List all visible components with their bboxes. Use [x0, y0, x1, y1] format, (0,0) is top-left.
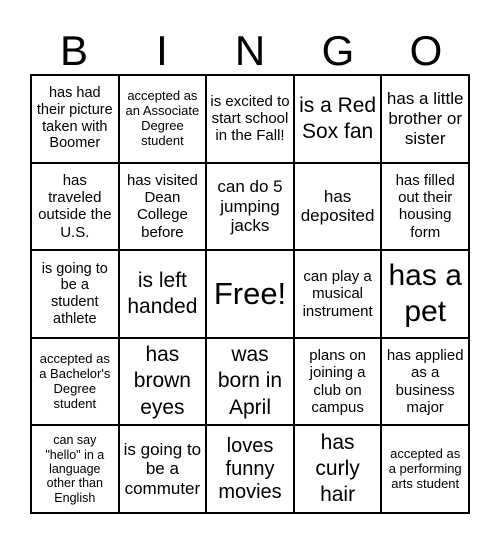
cell-text: can play a musical instrument: [302, 268, 373, 320]
cell-text: has curly hair: [315, 430, 360, 507]
header-letter-b: B: [59, 27, 88, 74]
cell-text: has visited Dean College before: [126, 171, 198, 241]
bingo-header: [30, 28, 470, 74]
cell-text: has traveled outside the U.S.: [38, 171, 112, 241]
cell-text: plans on joining a club on campus: [309, 347, 366, 416]
cell-text: has applied as a business major: [386, 347, 464, 416]
bingo-cell[interactable]: [381, 425, 469, 513]
bingo-cell[interactable]: [294, 425, 382, 513]
cell-text: has had their picture taken with Boomer: [36, 85, 113, 152]
bingo-grid: [30, 74, 470, 514]
header-letter-o: O: [409, 27, 443, 74]
bingo-cell[interactable]: [381, 163, 469, 251]
bingo-cell[interactable]: [294, 338, 382, 426]
cell-text: is excited to start school in the Fall!: [210, 92, 290, 145]
cell-text: accepted as a performing arts student: [388, 445, 462, 491]
cell-text: has brown eyes: [133, 343, 191, 419]
cell-text: can do 5 jumping jacks: [217, 177, 283, 236]
bingo-cell[interactable]: [119, 75, 207, 163]
cell-text: was born in April: [217, 343, 283, 419]
bingo-cell[interactable]: [294, 163, 382, 251]
cell-text: has a pet: [388, 258, 462, 328]
bingo-cell[interactable]: [31, 250, 119, 338]
cell-text: has deposited: [300, 186, 375, 226]
bingo-cell[interactable]: [294, 75, 382, 163]
bingo-cell[interactable]: [31, 425, 119, 513]
cell-text: accepted as an Associate Degree student: [125, 87, 200, 148]
bingo-cell[interactable]: [119, 250, 207, 338]
header-letter-g: G: [321, 27, 355, 74]
bingo-cell[interactable]: [31, 338, 119, 426]
bingo-cell[interactable]: [381, 75, 469, 163]
free-space-text: Free!: [213, 276, 287, 312]
bingo-cell[interactable]: [119, 163, 207, 251]
cell-text: can say "hello" in a language other than English: [45, 433, 105, 505]
bingo-cell[interactable]: [206, 425, 294, 513]
cell-text: is going to be a student athlete: [41, 260, 108, 327]
bingo-cell[interactable]: [31, 75, 119, 163]
header-letter-i: I: [156, 27, 168, 74]
bingo-cell[interactable]: [119, 338, 207, 426]
bingo-cell[interactable]: [206, 163, 294, 251]
bingo-cell[interactable]: [206, 75, 294, 163]
bingo-cell[interactable]: [381, 250, 469, 338]
cell-text: is going to be a commuter: [123, 439, 202, 498]
bingo-cell[interactable]: [294, 250, 382, 338]
cell-text: accepted as a Bachelor's Degree student: [39, 350, 111, 411]
header-letter-n: N: [234, 27, 266, 74]
bingo-cell[interactable]: [31, 163, 119, 251]
cell-text: is left handed: [127, 268, 198, 318]
free-space-cell[interactable]: [206, 250, 294, 338]
cell-text: loves funny movies: [218, 434, 282, 503]
bingo-cell[interactable]: [119, 425, 207, 513]
cell-text: has filled out their housing form: [395, 171, 455, 241]
cell-text: has a little brother or sister: [386, 89, 464, 148]
bingo-cell[interactable]: [381, 338, 469, 426]
cell-text: is a Red Sox fan: [299, 93, 377, 143]
bingo-cell[interactable]: [206, 338, 294, 426]
